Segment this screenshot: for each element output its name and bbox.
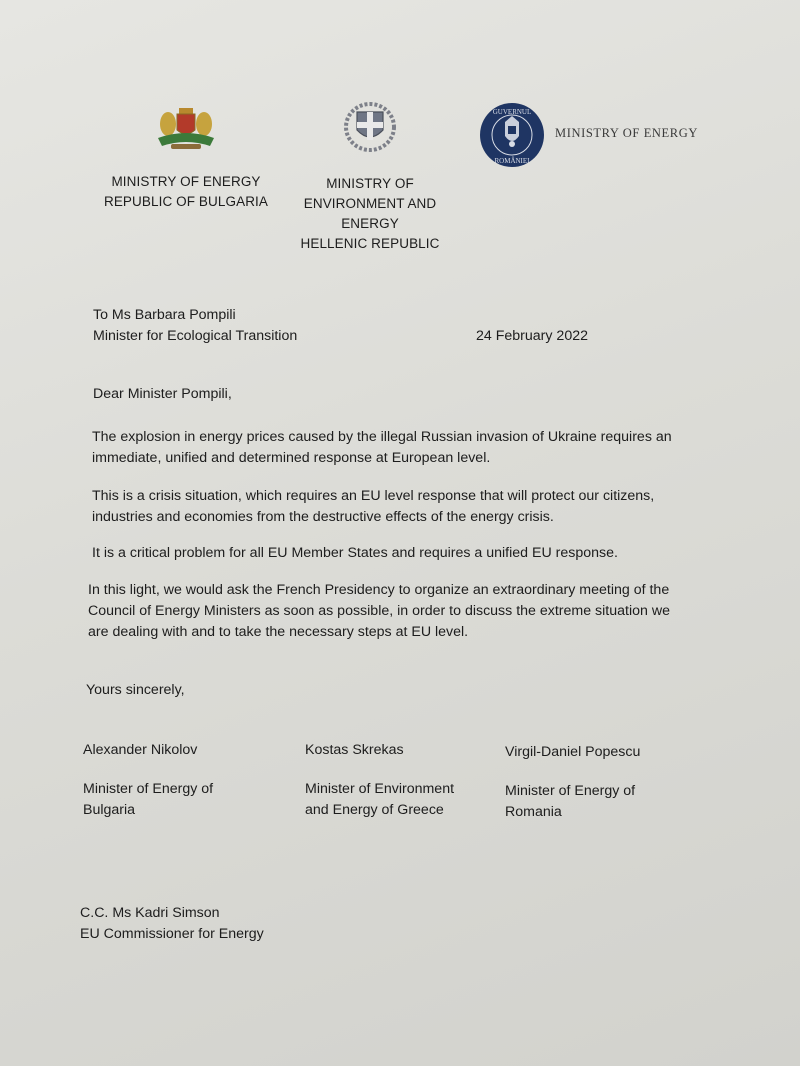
signatory-greece — [305, 740, 454, 821]
signatory-title: Minister of Energy of — [83, 781, 214, 797]
signatory-bulgaria — [83, 740, 213, 821]
recipient-block — [93, 305, 297, 347]
paragraph-line: The explosion in energy prices caused by the illegal Russian invasion of Ukraine requires an — [92, 429, 672, 445]
recipient-title: Minister for Ecological Transition — [93, 328, 298, 344]
paragraph-line: industries and economies from the destructive effects of the energy crisis. — [92, 509, 554, 525]
svg-text:GUVERNUL: GUVERNUL — [492, 108, 532, 116]
greece-coat-of-arms-icon — [344, 102, 396, 152]
closing: Yours sincerely, — [86, 682, 185, 698]
bulgaria-coat-of-arms-icon — [155, 102, 217, 154]
guvernul-romaniei-seal-icon — [478, 102, 546, 168]
romania-ministry-label: MINISTRY OF ENERGY — [555, 126, 698, 140]
signatory-title: Romania — [505, 804, 562, 820]
paragraph-line: In this light, we would ask the French Presidency to organize an extraordinary meeting of the — [88, 582, 670, 598]
greece-ministry-line: ENERGY — [341, 216, 399, 231]
greece-ministry-line: ENVIRONMENT AND — [303, 196, 437, 211]
signatory-name: Kostas Skrekas — [305, 742, 404, 758]
recipient-name: To Ms Barbara Pompili — [93, 307, 236, 323]
bulgaria-ministry-line: MINISTRY OF ENERGY — [111, 174, 261, 189]
paragraph-line: are dealing with and to take the necessary steps at EU level. — [88, 624, 469, 640]
greece-ministry-heading — [290, 174, 450, 254]
paragraph-1 — [92, 427, 732, 469]
paragraph-3 — [92, 543, 732, 564]
bulgaria-ministry-line: REPUBLIC OF BULGARIA — [103, 194, 269, 209]
cc-name: C.C. Ms Kadri Simson — [80, 905, 220, 921]
bulgaria-ministry-heading — [96, 172, 276, 212]
greece-ministry-line: MINISTRY OF — [326, 176, 414, 191]
cc-block — [80, 903, 264, 945]
salutation: Dear Minister Pompili, — [93, 386, 232, 402]
greece-ministry-line: HELLENIC REPUBLIC — [300, 236, 440, 251]
signatory-title: and Energy of Greece — [305, 802, 444, 818]
paragraph-line: Council of Energy Ministers as soon as possible, in order to discuss the extreme situation we — [88, 603, 670, 619]
paragraph-line: immediate, unified and determined response at European level. — [92, 450, 491, 466]
letter-date: 24 February 2022 — [476, 328, 588, 344]
paragraph-line: This is a crisis situation, which requires an EU level response that will protect our citizens, — [92, 488, 655, 504]
signatory-title: Minister of Environment — [305, 781, 455, 797]
signatory-title: Bulgaria — [83, 802, 136, 818]
paragraph-line: It is a critical problem for all EU Member States and requires a unified EU response. — [92, 545, 618, 561]
signatory-name: Alexander Nikolov — [83, 742, 198, 758]
signatory-title: Minister of Energy of — [505, 783, 636, 799]
paragraph-2 — [92, 486, 732, 528]
svg-text:ROMÂNIEI: ROMÂNIEI — [494, 157, 530, 165]
signatory-romania — [505, 742, 640, 823]
paragraph-4 — [88, 580, 738, 643]
cc-title: EU Commissioner for Energy — [80, 926, 264, 942]
signatory-name: Virgil-Daniel Popescu — [505, 744, 641, 760]
